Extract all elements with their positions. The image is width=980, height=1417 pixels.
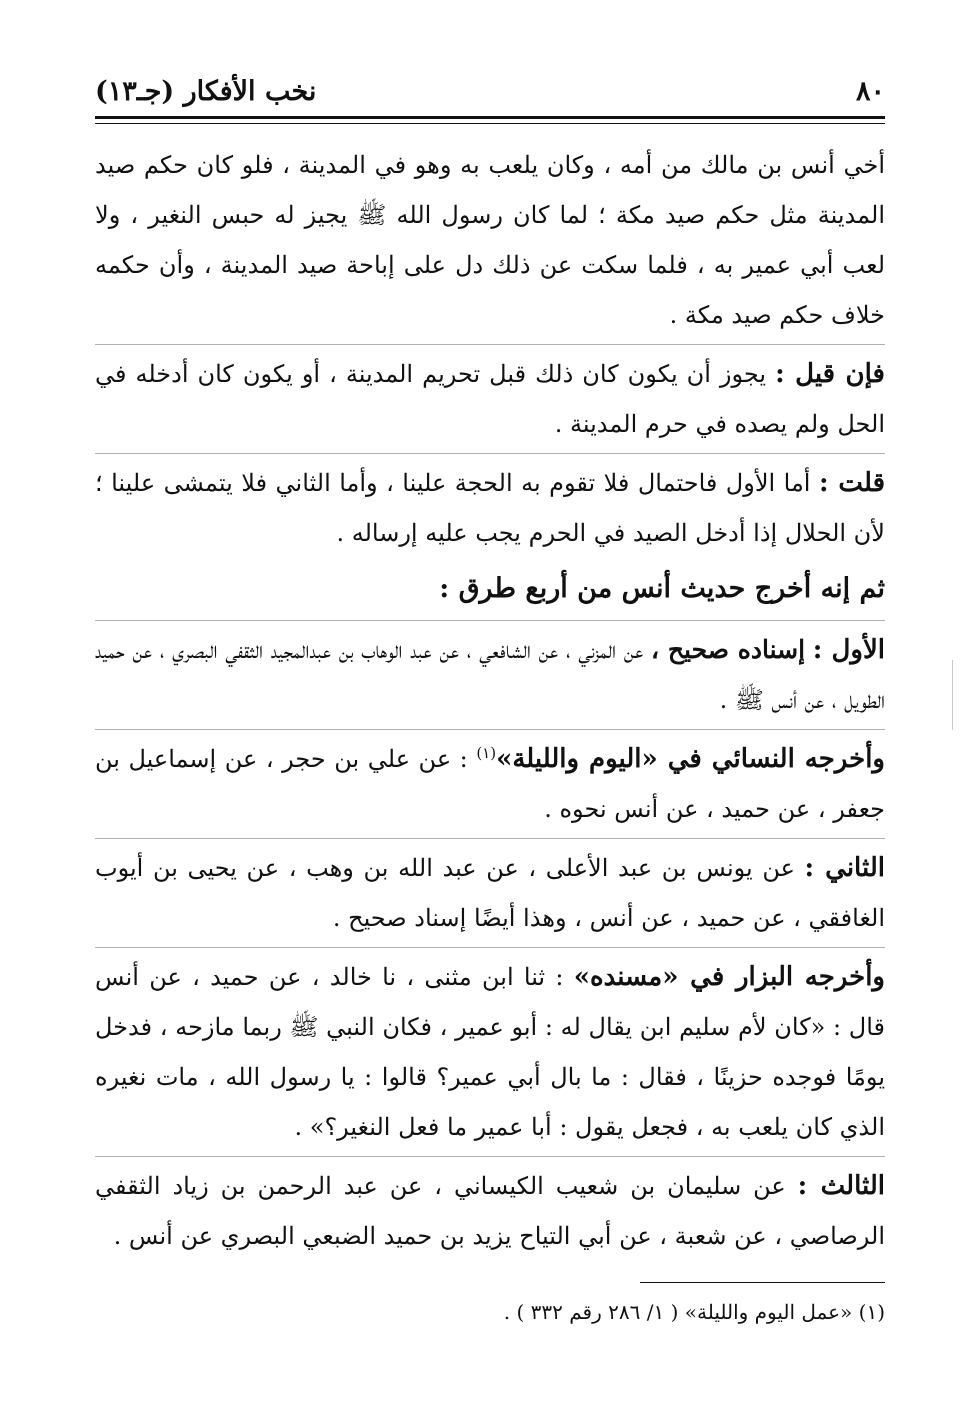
objection-lead: فإن قيل : [775, 359, 885, 389]
footnote-rule [640, 1282, 885, 1283]
paragraph-bazzar [95, 947, 885, 1152]
scan-margin-line [952, 660, 953, 730]
first-route-grade: إسناده صحيح ، [651, 635, 806, 664]
objection-text: يجوز أن يكون كان ذلك قبل تحريم المدينة ، أو يكون كان أدخله في الحل ولم يصده في حرم المدينة . [95, 360, 885, 438]
main-text [95, 140, 885, 1265]
page-header [95, 70, 885, 110]
nasai-text: : عن علي بن حجر ، عن إسماعيل بن جعفر ، عن حميد ، عن أنس نحوه . [95, 745, 885, 823]
second-route-lead: الثاني : [804, 853, 885, 883]
footnote: (١) «عمل اليوم والليلة» ( ١/ ٢٨٦ رقم ٣٣٢ ) . [503, 1300, 885, 1324]
paragraph-nasai [95, 729, 885, 834]
reply-text: أما الأول فاحتمال فلا تقوم به الحجة علينا ، وأما الثاني فلا يتمشى علينا ؛ لأن الحلال إذا أدخل الصيد في الحرم يجب عليه إرساله . [95, 469, 885, 547]
footnote-marker: (١) [476, 744, 497, 762]
reply-lead: قلت : [818, 468, 885, 498]
paragraph-first-route [95, 620, 885, 725]
third-route-text: عن سليمان بن شعيب الكيساني ، عن عبد الرحمن بن زياد الثقفي الرصاصي ، عن شعبة ، عن أبي التياح يزيد بن حميد الضبعي البصري عن أنس . [95, 1172, 885, 1250]
paragraph-reply [95, 453, 885, 558]
page-number: ٨٠ [855, 76, 885, 107]
paragraph-objection [95, 344, 885, 449]
header-rule-thick [95, 116, 885, 119]
first-route-text: عن المزني ، عن الشافعي ، عن عبد الوهاب بن عبدالمجيد الثقفي البصري ، عن حميد الطويل ، عن أنس ﷺ . [95, 636, 885, 714]
section-heading: ثم إنه أخرج حديث أنس من أربع طرق : [439, 573, 885, 604]
paragraph-second-route [95, 838, 885, 943]
paragraph-intro-text: أخي أنس بن مالك من أمه ، وكان يلعب به وهو في المدينة ، فلو كان حكم صيد المدينة مثل حكم صيد مكة ؛ لما كان رسول الله ﷺ يجيز له حبس النغير ، ولا لعب أبي عمير به ، فلما سكت عن ذلك دل على إباحة صيد المدينة ، وأن حكمه خلاف حكم صيد مكة . [95, 151, 885, 329]
paragraph-intro [95, 140, 885, 340]
bazzar-lead: وأخرجه البزار في «مسنده» [573, 962, 885, 992]
first-route-lead: الأول : [812, 635, 886, 665]
paragraph-third-route [95, 1156, 885, 1261]
second-route-text: عن يونس بن عبد الأعلى ، عن عبد الله بن وهب ، عن يحيى بن أيوب الغافقي ، عن حميد ، عن أنس ، وهذا أيضًا إسناد صحيح . [95, 854, 885, 932]
third-route-lead: الثالث : [797, 1171, 885, 1201]
nasai-lead: وأخرجه النسائي في «اليوم والليلة» [496, 744, 885, 774]
header-rule-thin [95, 123, 885, 124]
bazzar-text: : ثنا ابن مثنى ، نا خالد ، عن حميد ، عن أنس قال : «كان لأم سليم ابن يقال له : أبو عمير ، فكان النبي ﷺ ربما مازحه ، فدخل يومًا فوجده حزينًا ، فقال : ما بال أبي عمير؟ قالوا : يا رسول الله ، مات نغيره الذي كان يلعب به ، فجعل يقول : أبا عمير ما فعل النغير؟» . [95, 963, 885, 1141]
running-title: نخب الأفكار (جـ١٣) [95, 76, 317, 107]
